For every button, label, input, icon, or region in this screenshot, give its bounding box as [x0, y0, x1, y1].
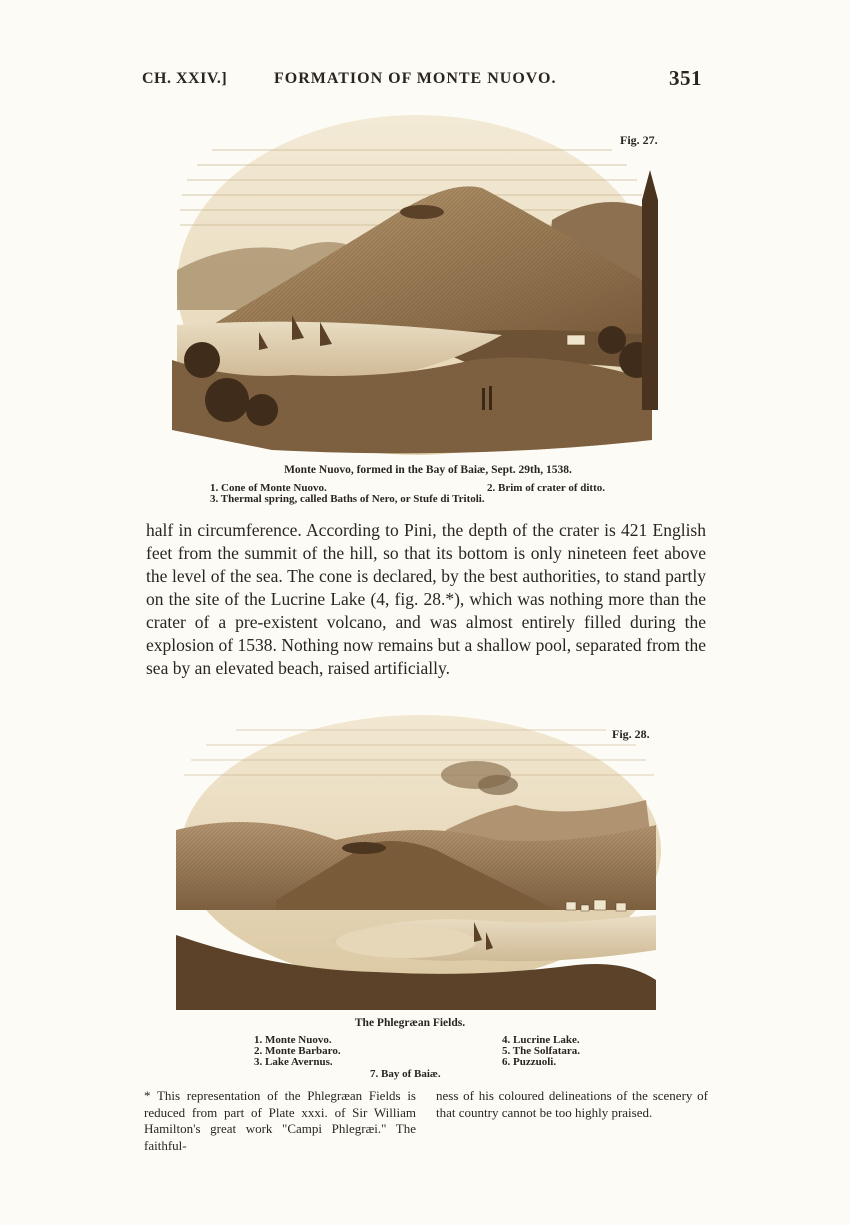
running-title: FORMATION OF MONTE NUOVO. [274, 70, 557, 87]
figure-27-engraving [172, 110, 662, 460]
running-header [142, 66, 702, 92]
figure-28-legend-6: 6. Puzzuoli. [502, 1056, 557, 1068]
figure-28-caption: The Phlegræan Fields. [354, 1017, 466, 1029]
body-paragraph-text: half in circumference. According to Pini, the depth of the crater is 421 English feet from the summit of the hill, so that its bottom is only nineteen feet above the level of the sea. The cone is declared, by the best authorities, to stand partly on the site of the Lucrine Lake (4, fig. 28.*), which was nothing more than the crater of a pre-existent volcano, and was almost entirely filled during the explosion of 1538. Nothing now remains but a shallow pool, separated from the sea by an elevated beach, raised artificially. [146, 520, 706, 678]
figure-27-caption: Monte Nuovo, formed in the Bay of Baiæ, Sept. 29th, 1538. [284, 464, 572, 476]
chapter-label: CH. XXIV.] [142, 70, 228, 87]
figure-27-legend-1: 1. Cone of Monte Nuovo. [210, 482, 327, 494]
figure-28-legend-7: 7. Bay of Baiæ. [370, 1068, 441, 1080]
figure-28-legend-1: 1. Monte Nuovo. [254, 1034, 332, 1046]
figure-28-legend-4: 4. Lucrine Lake. [502, 1034, 580, 1046]
figure-27-label: Fig. 27. [620, 133, 658, 147]
footnote-left-column: * This representation of the Phlegræan Fields is reduced from part of Plate xxxi. of Sir William Hamilton's great work "Campi Phlegræi." The faithful- [144, 1088, 416, 1153]
figure-28-legend-5: 5. The Solfatara. [502, 1045, 581, 1057]
footnote-right-column: ness of his coloured delineations of the scenery of that country cannot be too highly praised. [436, 1088, 708, 1120]
body-paragraph [146, 519, 706, 680]
page-number: 351 [669, 66, 702, 90]
figure-27-legend-3: 3. Thermal spring, called Baths of Nero, or Stufe di Tritoli. [210, 493, 485, 505]
figure-27-legend-2: 2. Brim of crater of ditto. [487, 482, 606, 494]
figure-28-label: Fig. 28. [612, 727, 650, 741]
figure-28-engraving [176, 710, 666, 1010]
figure-28-legend-2: 2. Monte Barbaro. [254, 1045, 341, 1057]
figure-28-legend-3: 3. Lake Avernus. [254, 1056, 333, 1068]
